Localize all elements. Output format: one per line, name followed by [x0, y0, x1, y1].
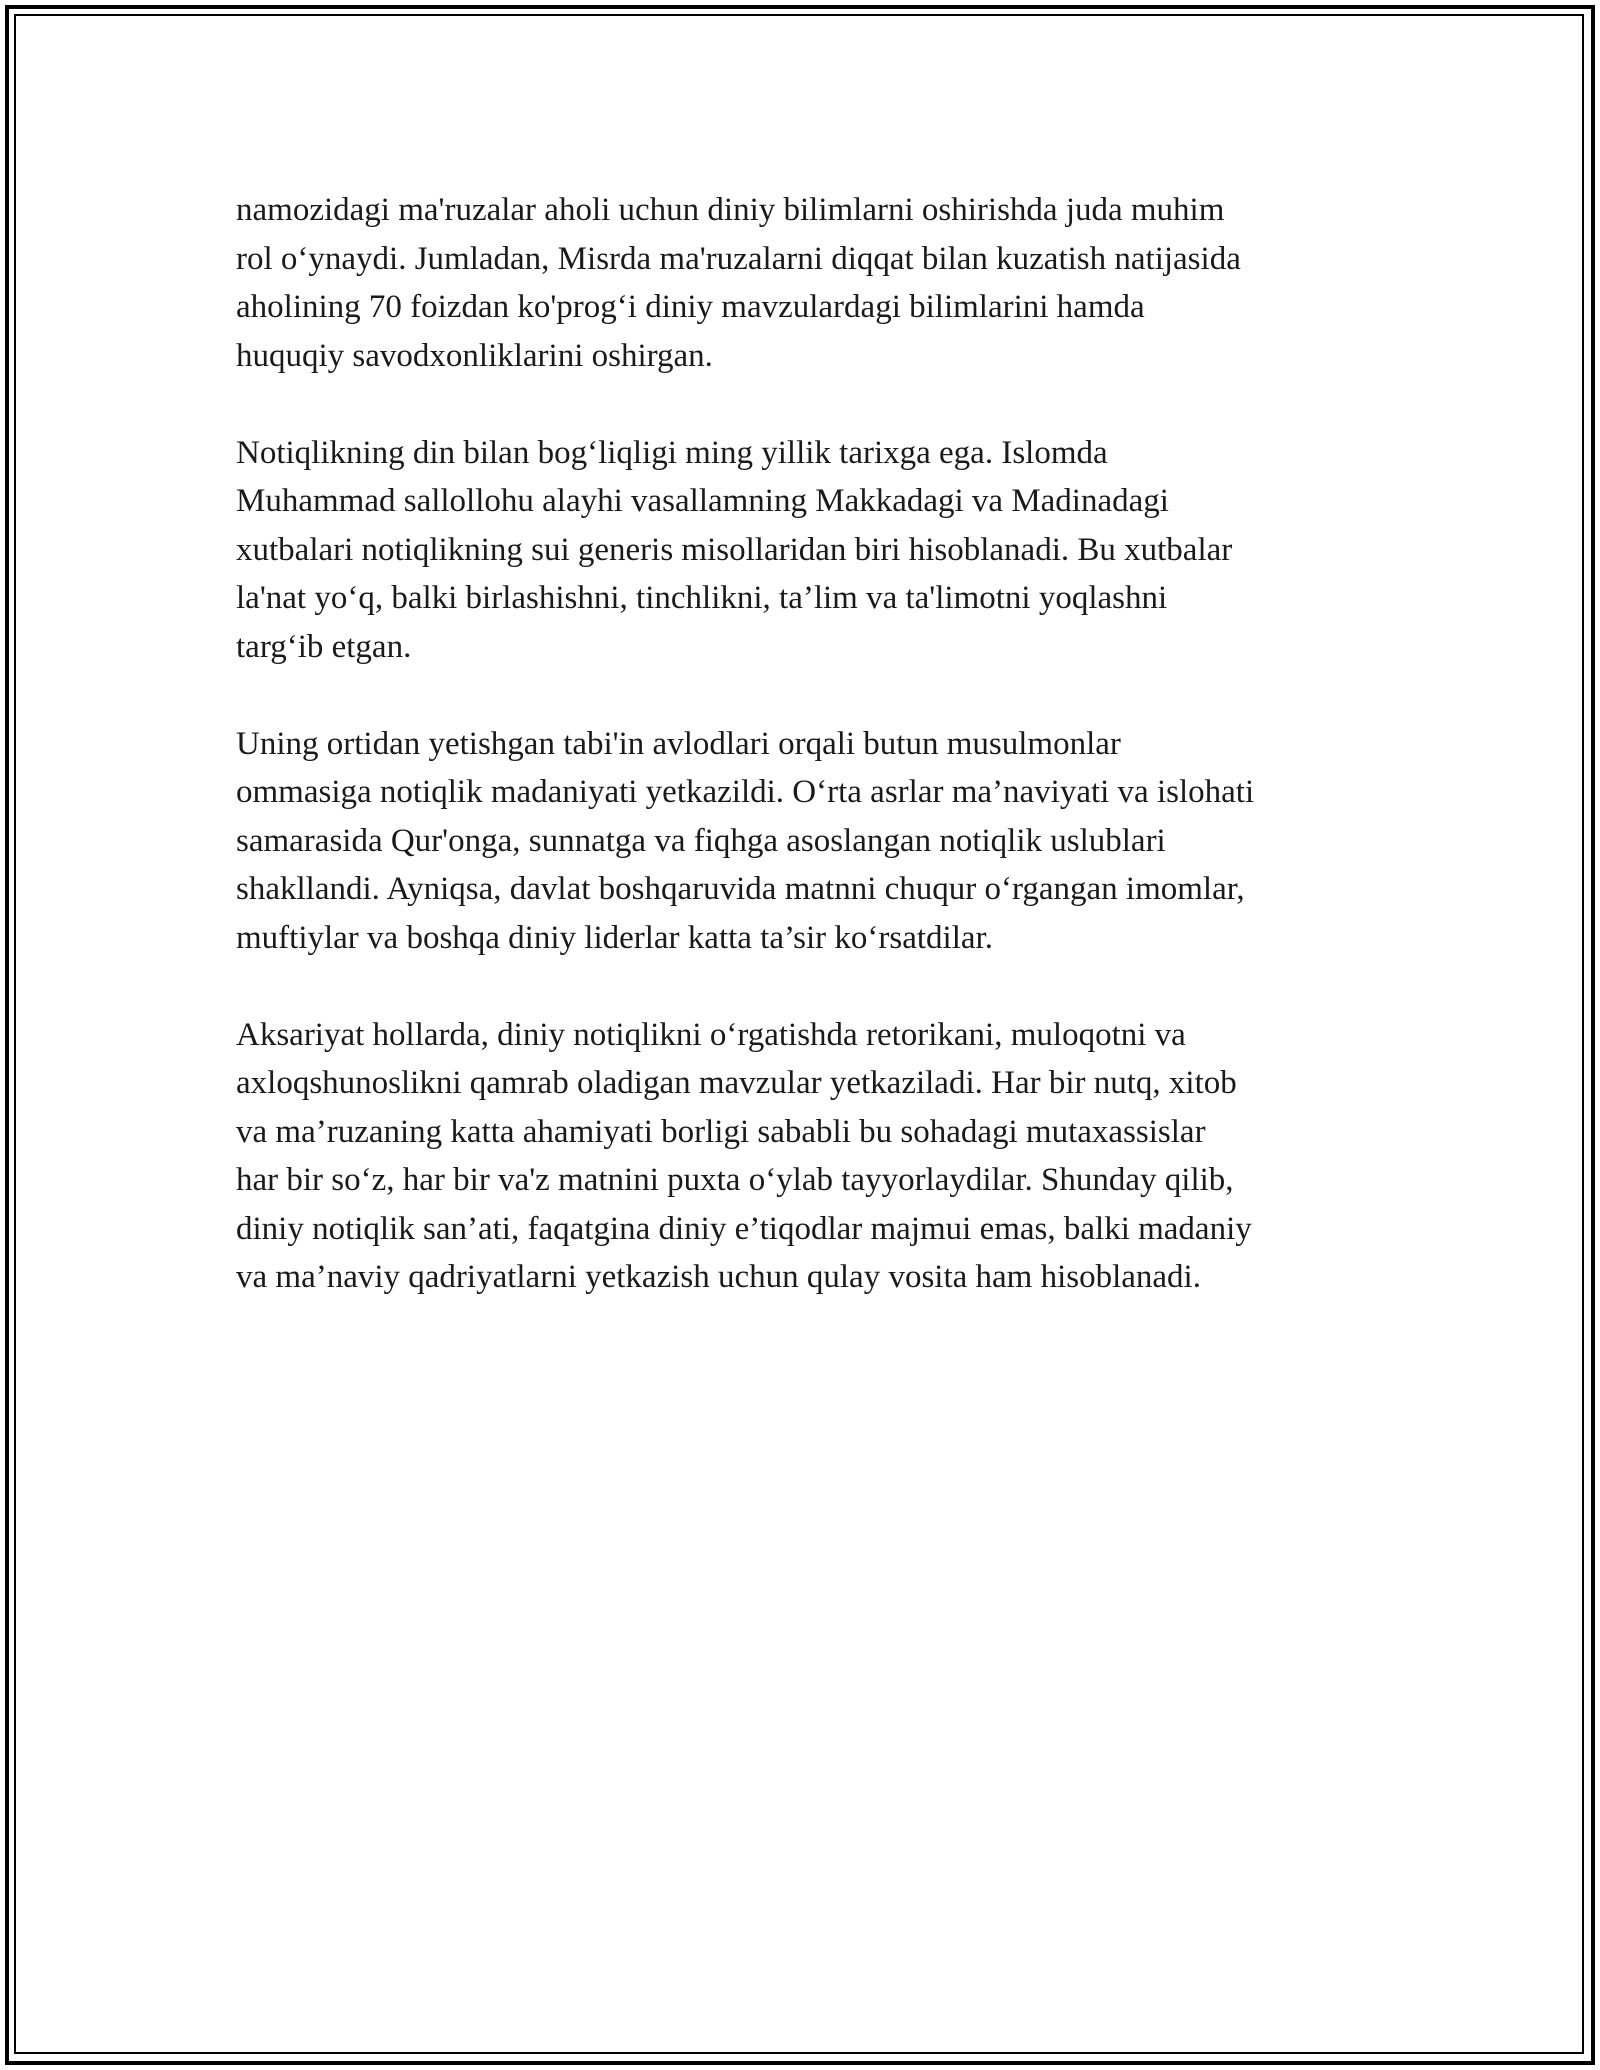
text-line: va ma’naviy qadriyatlarni yetkazish uchun qulay vosita ham hisoblanadi. [236, 1259, 1201, 1295]
paragraph-3 [236, 720, 1386, 963]
text-line: rol o‘ynaydi. Jumladan, Misrda ma'ruzalarni diqqat bilan kuzatish natijasida [236, 240, 1241, 277]
text-line: diniy notiqlik san’ati, faqatgina diniy e’tiqodlar majmui emas, balki madaniy [236, 1210, 1252, 1247]
text-line: namozidagi ma'ruzalar aholi uchun diniy bilimlarni oshirishda juda muhim [236, 192, 1225, 228]
text-line: muftiylar va boshqa diniy liderlar katta ta’sir ko‘rsatdilar. [236, 919, 993, 956]
text-line: huquqiy savodxonliklarini oshirgan. [236, 337, 713, 374]
text-line: la'nat yo‘q, balki birlashishni, tinchlikni, ta’lim va ta'limotni yoqlashni [236, 580, 1168, 616]
text-line: axloqshunoslikni qamrab oladigan mavzular yetkaziladi. Har bir nutq, xitob [236, 1065, 1237, 1101]
text-line: aholining 70 foizdan ko'prog‘i diniy mavzulardagi bilimlarini hamda [236, 289, 1145, 325]
text-line: Notiqlikning din bilan bog‘liqligi ming yillik tarixga ega. Islomda [236, 434, 1108, 471]
paragraph-2 [236, 429, 1386, 672]
text-line: ommasiga notiqlik madaniyati yetkazildi. O‘rta asrlar ma’naviyati va islohati [236, 774, 1255, 810]
text-line: samarasida Qur'onga, sunnatga va fiqhga asoslangan notiqlik uslublari [236, 822, 1166, 859]
text-line: har bir so‘z, har bir va'z matnini puxta o‘ylab tayyorlaydilar. Shunday qilib, [236, 1162, 1234, 1198]
paragraph-1 [236, 186, 1386, 380]
paragraph-4 [236, 1011, 1386, 1302]
text-line: Uning ortidan yetishgan tabi'in avlodlari orqali butun musulmonlar [236, 725, 1121, 762]
document-body [236, 186, 1386, 1350]
text-line: xutbalari notiqlikning sui generis misollaridan biri hisoblanadi. Bu xutbalar [236, 531, 1233, 568]
text-line: targ‘ib etgan. [236, 628, 412, 665]
text-line: Muhammad sallollohu alayhi vasallamning Makkadagi va Madinadagi [236, 483, 1169, 519]
text-line: va ma’ruzaning katta ahamiyati borligi sababli bu sohadagi mutaxassislar [236, 1113, 1206, 1150]
text-line: shakllandi. Ayniqsa, davlat boshqaruvida matnni chuqur o‘rgangan imomlar, [236, 871, 1245, 907]
text-line: Aksariyat hollarda, diniy notiqlikni o‘rgatishda retorikani, muloqotni va [236, 1016, 1186, 1053]
